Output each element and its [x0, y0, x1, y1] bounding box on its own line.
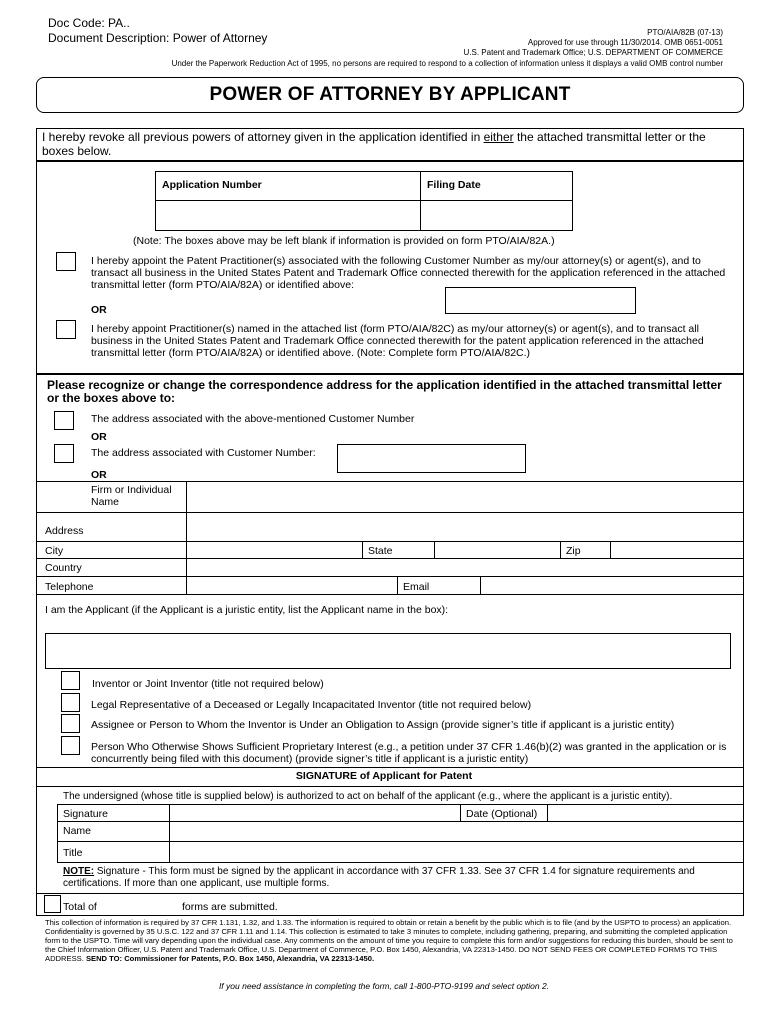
correspondence-customer-number-input[interactable]: [337, 444, 526, 473]
divider: [36, 373, 744, 375]
proprietary-interest-checkbox[interactable]: [61, 736, 80, 755]
appoint-list-text: I hereby appoint Practitioner(s) named in the attached list (form PTO/AIA/82C) as my/our attorney(s) or agent(s), and to transact all business in the United States Patent and Trademark Office connected therewith for the patent application referenced in the attached transmittal letter (form PTO/AIA/82A) or identified above. (Note: Complete form PTO/AIA/82C.): [91, 323, 704, 359]
total-forms-input[interactable]: [44, 895, 61, 913]
divider: [57, 804, 744, 805]
title-label: Title: [63, 847, 83, 859]
divider: [610, 541, 611, 558]
date-label: Date (Optional): [466, 808, 538, 820]
divider: [57, 804, 58, 862]
name-label: Name: [63, 825, 92, 837]
divider: [36, 576, 744, 577]
divider: [362, 541, 363, 558]
signature-note: NOTE: Signature - This form must be signed by the applicant in accordance with 37 CFR 1.33. See 37 CFR 1.4 for signature requirements and certifications. If more than one applicant, use multiple forms.: [63, 866, 695, 889]
or-label: OR: [91, 431, 107, 443]
correspondence-customer-checkbox[interactable]: [54, 411, 74, 430]
page-title: [36, 77, 744, 113]
country-label: Country: [45, 562, 82, 574]
application-number-input[interactable]: [160, 205, 415, 227]
address-label: Address: [45, 525, 84, 537]
legal-representative-checkbox[interactable]: [61, 693, 80, 712]
firm-name-label: Firm or Individual Name: [91, 484, 172, 508]
form-number: PTO/AIA/82B (07-13): [647, 28, 723, 37]
divider: [36, 481, 744, 482]
email-label: Email: [403, 581, 430, 593]
or-label: OR: [91, 304, 107, 316]
divider: [397, 576, 398, 594]
paperwork-notice: Under the Paperwork Reduction Act of 1995, no persons are required to respond to a collection of information unless it displays a valid OMB control number: [171, 59, 723, 68]
divider: [36, 893, 744, 894]
divider: [57, 862, 744, 863]
applicant-type-assignee: Assignee or Person to Whom the Inventor is Under an Obligation to Assign (provide signer’s title if applicant is a juristic entity): [91, 719, 675, 731]
city-label: City: [45, 545, 64, 557]
state-label: State: [368, 545, 393, 557]
telephone-label: Telephone: [45, 581, 94, 593]
divider: [420, 171, 421, 231]
agency-line: U.S. Patent and Trademark Office; U.S. DEPARTMENT OF COMMERCE: [463, 48, 723, 57]
inventor-checkbox[interactable]: [61, 671, 80, 690]
signature-label: Signature: [63, 808, 108, 820]
zip-label: Zip: [566, 545, 581, 557]
title-text: POWER OF ATTORNEY BY APPLICANT: [209, 84, 571, 105]
divider: [155, 200, 573, 201]
divider: [480, 576, 481, 594]
boxes-note: (Note: The boxes above may be left blank if information is provided on form PTO/AIA/82A.): [133, 235, 555, 247]
divider: [186, 481, 187, 594]
divider: [460, 804, 461, 821]
divider: [36, 594, 744, 595]
divider: [57, 821, 744, 822]
revoke-statement: I hereby revoke all previous powers of attorney given in the application identified in either the attached transmittal letter or the boxes below.: [42, 130, 706, 158]
appoint-customer-number-checkbox[interactable]: [56, 252, 76, 271]
application-number-header: Application Number: [162, 179, 262, 191]
divider: [36, 512, 744, 513]
or-label: OR: [91, 469, 107, 481]
applicant-type-legal-representative: Legal Representative of a Deceased or Legally Incapacitated Inventor (title not required below): [91, 699, 532, 711]
doc-code: Doc Code: PA..: [48, 16, 130, 30]
correspondence-other-customer-checkbox[interactable]: [54, 444, 74, 463]
appoint-list-checkbox[interactable]: [56, 320, 76, 339]
filing-date-input[interactable]: [425, 205, 567, 227]
correspondence-option2-text: The address associated with Customer Number:: [91, 447, 316, 459]
divider: [547, 804, 548, 821]
divider: [36, 558, 744, 559]
filing-date-header: Filing Date: [427, 179, 481, 191]
appoint-customer-number-text: I hereby appoint the Patent Practitioner(s) associated with the following Customer Number as my/our attorney(s) or agent(s), and to transact all business in the United States Patent and Trademark Office connected therewith for the application referenced in the attached transmittal letter (form PTO/AIA/82A) or identified above:: [91, 255, 726, 291]
divider: [560, 541, 561, 558]
applicant-name-input[interactable]: [45, 633, 731, 669]
applicant-type-inventor: Inventor or Joint Inventor (title not required below): [92, 678, 324, 690]
signature-heading: SIGNATURE of Applicant for Patent: [295, 770, 473, 782]
divider: [36, 160, 744, 162]
correspondence-option1-text: The address associated with the above-mentioned Customer Number: [91, 413, 415, 425]
applicant-statement: I am the Applicant (if the Applicant is a juristic entity, list the Applicant name in the box):: [45, 604, 449, 616]
divider: [169, 804, 170, 862]
divider: [434, 541, 435, 558]
applicant-type-proprietary-interest: Person Who Otherwise Shows Sufficient Proprietary Interest (e.g., a petition under 37 CFR 1.46(b)(2) was granted in the application or is concurrently being filed with this document) (provide signer’s title if applicant is a juristic entity): [91, 741, 727, 765]
divider: [36, 767, 744, 768]
approval-line: Approved for use through 11/30/2014. OMB 0651-0051: [527, 38, 723, 47]
correspondence-heading: Please recognize or change the correspondence address for the application identified in the attached transmittal letter or the boxes above to:: [47, 378, 722, 405]
assistance-line: If you need assistance in completing the form, call 1-800-PTO-9199 and select option 2.: [218, 981, 550, 991]
total-prefix: Total of: [63, 901, 97, 913]
divider: [36, 541, 744, 542]
divider: [36, 786, 744, 787]
assignee-checkbox[interactable]: [61, 714, 80, 733]
burden-statement: This collection of information is required by 37 CFR 1.131, 1.32, and 1.33. The information is required to obtain or retain a benefit by the public which is to file (and by the USPTO to process) an application. Confidentiality is governed by 35 U.S.C. 122 and 37 CFR 1.11 and 1.14. This collection is estimated to take 3 minutes to complete, including gathering, preparing, and submitting the completed application form to the USPTO. Time will vary depending upon the individual case. Any comments on the amount of time you require to complete this form and/or suggestions for reducing this burden, should be sent to the Chief Information Officer, U.S. Patent and Trademark Office, U.S. Department of Commerce, P.O. Box 1450, Alexandria, VA 22313-1450. DO NOT SEND FEES OR COMPLETED FORMS TO THIS ADDRESS. SEND TO: Commissioner for Patents, P.O. Box 1450, Alexandria, VA 22313-1450.: [45, 918, 733, 963]
total-suffix: forms are submitted.: [182, 901, 278, 913]
doc-description: Document Description: Power of Attorney: [48, 31, 268, 45]
customer-number-input[interactable]: [445, 287, 636, 314]
divider: [57, 841, 744, 842]
authorized-statement: The undersigned (whose title is supplied below) is authorized to act on behalf of the applicant (e.g., where the applicant is a juristic entity).: [63, 791, 673, 802]
